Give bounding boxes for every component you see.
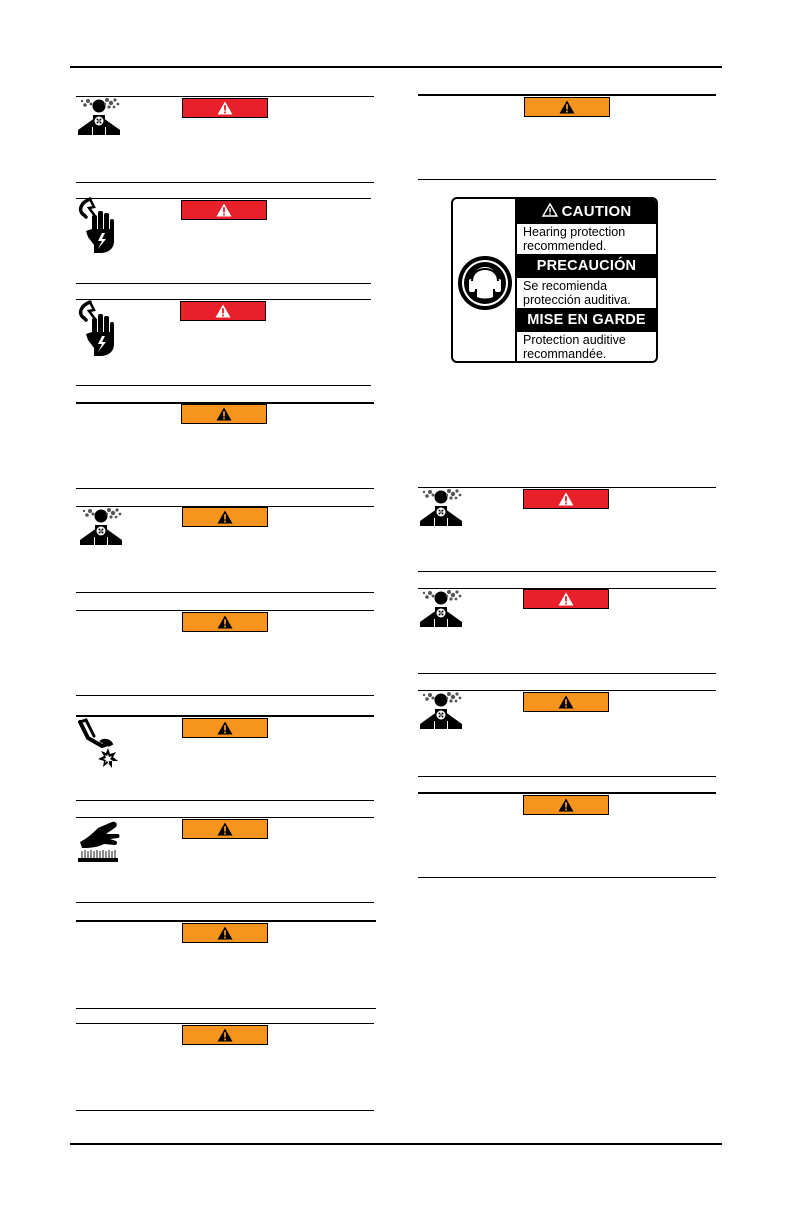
electric-shock-icon bbox=[76, 300, 116, 358]
warning-triangle-icon bbox=[216, 203, 232, 217]
warning-badge bbox=[182, 819, 268, 839]
caution-line-1: Hearing protection bbox=[523, 225, 626, 239]
section-rule bbox=[76, 182, 374, 183]
section-rule bbox=[76, 592, 374, 593]
fume-hazard-icon bbox=[418, 589, 464, 627]
mise-en-garde-heading-text: MISE EN GARDE bbox=[527, 312, 646, 328]
section-rule bbox=[76, 198, 371, 199]
pinch-hazard-icon bbox=[78, 718, 122, 770]
section-rule bbox=[418, 94, 716, 96]
warning-triangle-icon bbox=[217, 101, 233, 115]
warning-triangle-icon bbox=[215, 304, 231, 318]
electric-shock-icon bbox=[76, 197, 116, 255]
caution-heading bbox=[517, 199, 656, 224]
section-rule bbox=[76, 1023, 374, 1024]
mise-en-garde-text bbox=[517, 332, 656, 362]
danger-badge bbox=[523, 489, 609, 509]
warning-triangle-icon bbox=[217, 822, 233, 836]
precaucion-heading bbox=[517, 254, 656, 278]
warning-badge bbox=[523, 795, 609, 815]
warning-badge bbox=[523, 692, 609, 712]
mise-en-garde-line-2: recommandée. bbox=[523, 346, 607, 361]
header-rule bbox=[70, 66, 722, 68]
fume-hazard-icon bbox=[418, 488, 464, 526]
section-rule bbox=[76, 800, 374, 801]
warning-triangle-icon bbox=[217, 510, 233, 524]
warning-triangle-icon bbox=[217, 721, 233, 735]
fume-hazard-icon bbox=[78, 507, 124, 545]
precaucion-text bbox=[517, 278, 656, 308]
warning-badge bbox=[182, 923, 268, 943]
section-rule bbox=[76, 902, 374, 903]
danger-badge bbox=[181, 200, 267, 220]
section-rule bbox=[76, 283, 371, 284]
danger-badge bbox=[523, 589, 609, 609]
section-rule bbox=[76, 299, 371, 300]
warning-badge bbox=[182, 507, 268, 527]
section-rule bbox=[76, 1008, 376, 1009]
section-rule bbox=[76, 695, 374, 696]
warning-triangle-icon bbox=[558, 798, 574, 812]
hearing-protection-icon bbox=[457, 255, 513, 311]
warning-badge bbox=[182, 718, 268, 738]
danger-badge bbox=[180, 301, 266, 321]
section-rule bbox=[418, 179, 716, 180]
section-rule bbox=[76, 488, 374, 489]
label-text-pane bbox=[517, 199, 656, 361]
warning-triangle-icon bbox=[559, 100, 575, 114]
fume-hazard-icon bbox=[76, 97, 122, 135]
warning-triangle-icon bbox=[217, 615, 233, 629]
precaucion-line-1: Se recomienda bbox=[523, 279, 608, 293]
section-rule bbox=[418, 877, 716, 878]
precaucion-heading-text: PRECAUCIÓN bbox=[536, 258, 637, 274]
label-icon-pane bbox=[453, 199, 517, 361]
warning-triangle-icon bbox=[216, 407, 232, 421]
warning-badge bbox=[524, 97, 610, 117]
warning-triangle-icon bbox=[217, 1028, 233, 1042]
warning-badge bbox=[182, 1025, 268, 1045]
hearing-protection-label bbox=[451, 197, 658, 363]
warning-triangle-icon bbox=[558, 592, 574, 606]
hot-surface-icon bbox=[76, 820, 122, 864]
caution-line-2: recommended. bbox=[523, 238, 607, 253]
caution-triangle-icon bbox=[542, 203, 558, 221]
section-rule bbox=[76, 385, 371, 386]
caution-text bbox=[517, 224, 656, 254]
warning-badge bbox=[181, 404, 267, 424]
footer-rule bbox=[70, 1143, 722, 1145]
warning-triangle-icon bbox=[558, 695, 574, 709]
fume-hazard-icon bbox=[418, 691, 464, 729]
mise-en-garde-line-1: Protection auditive bbox=[523, 333, 626, 347]
section-rule bbox=[76, 817, 374, 818]
section-rule bbox=[418, 571, 716, 572]
section-rule bbox=[76, 610, 374, 611]
section-rule bbox=[418, 776, 716, 777]
warning-badge bbox=[182, 612, 268, 632]
warning-triangle-icon bbox=[558, 492, 574, 506]
mise-en-garde-heading bbox=[517, 308, 656, 332]
warning-triangle-icon bbox=[217, 926, 233, 940]
section-rule bbox=[418, 673, 716, 674]
section-rule bbox=[418, 792, 716, 794]
precaucion-line-2: protección auditiva. bbox=[523, 292, 631, 307]
section-rule bbox=[76, 715, 374, 717]
section-rule bbox=[76, 920, 376, 922]
caution-heading-text: CAUTION bbox=[561, 203, 632, 220]
danger-badge bbox=[182, 98, 268, 118]
section-rule bbox=[76, 1110, 374, 1111]
